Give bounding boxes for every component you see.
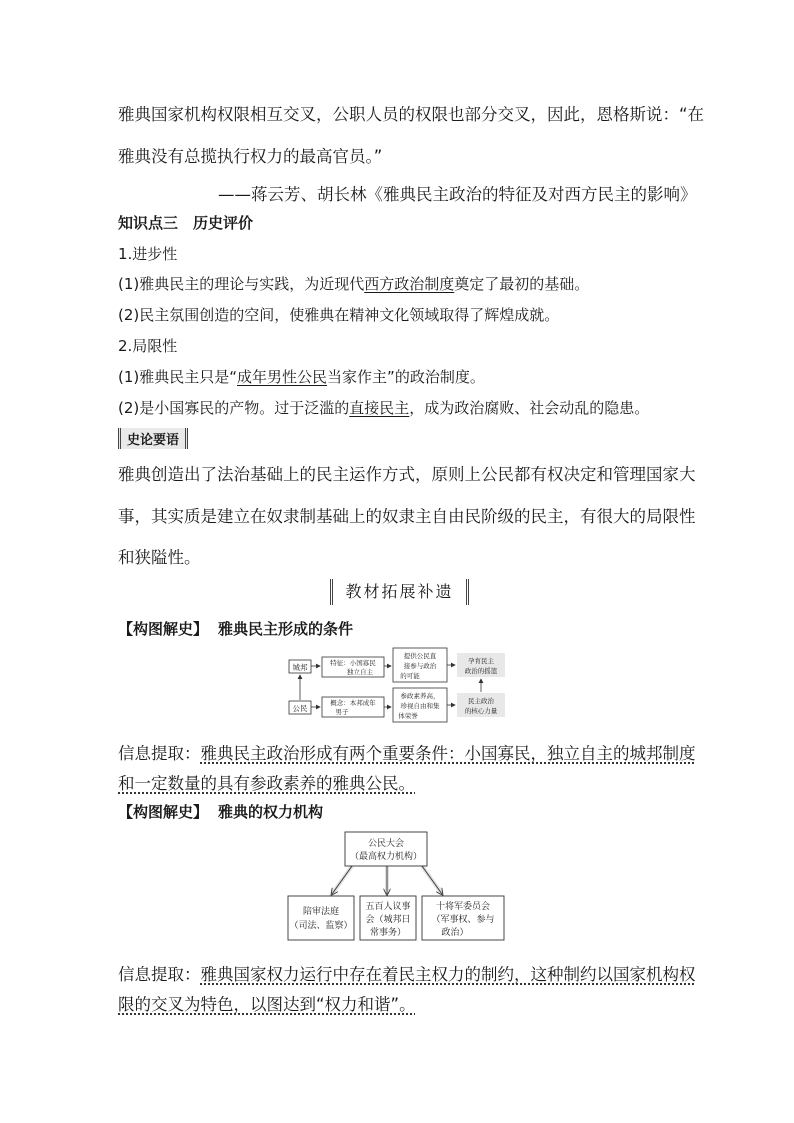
- concept-line-1: 概念：本邦成年: [330, 699, 376, 707]
- assembly-line-2: （最高权力机构）: [349, 852, 423, 862]
- mid2-line-3: 体荣誉: [398, 712, 418, 720]
- generals-line-2: （军事权、参与: [431, 915, 495, 925]
- knowledge-heading: 知识点三 历史评价: [118, 214, 254, 232]
- generals-line-3: 政治）: [441, 928, 469, 938]
- shilun-line-2: 事，其实质是建立在奴隶制基础上的奴隶主自由民阶级的民主，有很大的局限性: [118, 507, 696, 526]
- limit-item-1: [118, 366, 485, 387]
- mid1-line-1: 提供公民直: [403, 652, 437, 660]
- diagram1-heading-title: 雅典民主形成的条件: [218, 620, 354, 638]
- council-line-2: 会（城邦日: [365, 915, 411, 925]
- shilun-line-3: 和狭隘性。: [118, 548, 201, 567]
- intro-line-1: 雅典国家机构权限相互交叉，公职人员的权限也部分交叉，因此，恩格斯说：“在: [118, 105, 705, 124]
- diagram2-info-line-1: [118, 961, 696, 985]
- progress-item-1-pre: (1)雅典民主的理论与实践，为近现代: [118, 275, 365, 293]
- diagram2-info-text-2: 限的交叉为特色，以图达到“权力和谐”。: [118, 995, 416, 1014]
- limit-item-1-post: 当家作主”的政治制度。: [327, 368, 485, 386]
- mid2-line-1: 参政素养高，: [400, 692, 440, 700]
- diagram1-heading: [118, 618, 353, 639]
- arrow-to-court: [332, 866, 352, 894]
- assembly-line-1: 公民大会: [367, 839, 405, 849]
- progress-item-1: [118, 273, 589, 294]
- node-city-label: 城邦: [292, 663, 308, 672]
- shilun-label: 史论要语: [118, 428, 188, 449]
- node-citizen-label: 公民: [292, 704, 308, 713]
- diagram2-info-line-2: [118, 991, 416, 1015]
- result2-line-1: 民主政治: [468, 697, 494, 705]
- limit-item-2-keyword: 直接民主: [349, 399, 410, 417]
- court-line-1: 陪审法庭: [302, 907, 340, 917]
- conditions-diagram: [280, 645, 510, 725]
- limit-item-2-pre: (2)是小国寡民的产物。过于泛滥的: [118, 399, 350, 417]
- mid2-line-2: 珍视自由和集: [400, 702, 440, 710]
- diagram2-info-text-1: 雅典国家权力运行中存在着民主权力的制约，这种制约以国家机构权: [200, 965, 696, 984]
- diagram1-info-text-1: 雅典民主政治形成有两个重要条件：小国寡民，独立自主的城邦制度: [200, 744, 696, 763]
- power-structure-diagram: [280, 828, 510, 946]
- intro-line-2: 雅典没有总揽执行权力的最高官员。”: [118, 147, 383, 166]
- progress-item-2: (2)民主氛围创造的空间，使雅典在精神文化领域取得了辉煌成就。: [118, 306, 560, 324]
- result1-line-2: 政治的摇篮: [464, 667, 498, 675]
- mid1-line-3: 的可能: [400, 672, 420, 680]
- limit-item-1-pre: (1)雅典民主只是“: [118, 368, 238, 386]
- diagram1-info-line-2: [118, 770, 415, 794]
- feature-line-2: 独立自主: [347, 668, 373, 676]
- diagram1-info-text-2: 和一定数量的具有参政素养的雅典公民。: [118, 774, 415, 793]
- diagram2-heading-bracket: 【构图解史】: [118, 803, 209, 821]
- diagram2-heading-title: 雅典的权力机构: [218, 803, 324, 821]
- progress-item-1-post: 奠定了最初的基础。: [454, 275, 590, 293]
- limit-item-2: [118, 397, 649, 418]
- concept-line-2: 男子: [335, 708, 349, 716]
- diagram2-info-label: 信息提取：: [118, 965, 201, 984]
- limit-title: 2.局限性: [118, 337, 178, 355]
- limit-item-2-post: ，成为政治腐败、社会动乱的隐患。: [409, 399, 650, 417]
- court-line-2: （司法、监察）: [289, 921, 353, 931]
- arrow-to-generals: [422, 866, 442, 894]
- shilun-line-1: 雅典创造出了法治基础上的民主运作方式，原则上公民都有权决定和管理国家大: [118, 465, 696, 484]
- section-title: 教材拓展补遗: [330, 579, 469, 605]
- diagram1-info-line-1: [118, 740, 696, 764]
- progress-title: 1.进步性: [118, 245, 178, 263]
- diagram2-heading: [118, 801, 323, 822]
- progress-item-1-keyword: 西方政治制度: [364, 275, 455, 293]
- result2-line-2: 的核心力量: [464, 707, 498, 715]
- generals-line-1: 十将军委员会: [435, 902, 491, 912]
- limit-item-1-keyword: 成年男性公民: [237, 368, 328, 386]
- result1-line-1: 孕育民主: [468, 657, 494, 665]
- diagram1-heading-bracket: 【构图解史】: [118, 620, 209, 638]
- court-box: [288, 896, 354, 940]
- intro-source: ——蒋云芳、胡长林《雅典民主政治的特征及对西方民主的影响》: [218, 185, 697, 204]
- mid1-line-2: 接参与政治: [403, 662, 437, 670]
- feature-line-1: 特征：小国寡民: [330, 659, 376, 667]
- council-line-1: 五百人议事: [365, 902, 411, 912]
- council-line-3: 常事务）: [369, 928, 407, 938]
- diagram1-info-label: 信息提取：: [118, 744, 201, 763]
